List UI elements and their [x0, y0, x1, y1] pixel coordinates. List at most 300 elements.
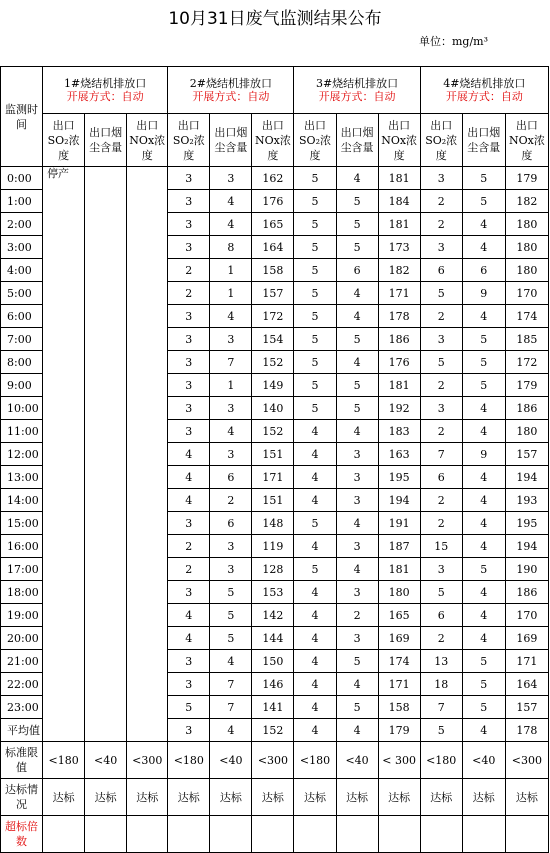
value-cell: [378, 816, 420, 853]
value-cell: 3: [210, 397, 252, 420]
value-cell: 3: [336, 581, 378, 604]
outlet-header-row: [1, 67, 549, 114]
value-cell: [252, 816, 294, 853]
value-cell: 173: [378, 236, 420, 259]
value-cell: 149: [252, 374, 294, 397]
value-cell: 4: [294, 420, 336, 443]
value-cell: 5: [336, 190, 378, 213]
value-cell: 186: [505, 581, 548, 604]
value-cell: <40: [210, 742, 252, 779]
value-cell: 5: [336, 397, 378, 420]
value-cell: 达标: [210, 779, 252, 816]
value-cell: 2: [168, 282, 210, 305]
value-cell: 183: [378, 420, 420, 443]
parameter-header-row: [1, 114, 549, 167]
value-cell: 5: [462, 190, 505, 213]
value-cell: 170: [505, 604, 548, 627]
value-cell: 141: [252, 696, 294, 719]
value-cell: <180: [420, 742, 462, 779]
value-cell: <180: [43, 742, 85, 779]
value-cell: 5: [462, 673, 505, 696]
value-cell: 6: [420, 466, 462, 489]
value-cell: 4: [294, 696, 336, 719]
value-cell: 169: [378, 627, 420, 650]
value-cell: <300: [252, 742, 294, 779]
value-cell: 13: [420, 650, 462, 673]
value-cell: 171: [378, 673, 420, 696]
value-cell: <300: [127, 742, 168, 779]
value-cell: 162: [252, 167, 294, 190]
value-cell: 191: [378, 512, 420, 535]
value-cell: 达标: [505, 779, 548, 816]
parameter-header: 出口烟尘含量: [85, 114, 127, 167]
value-cell: 178: [505, 719, 548, 742]
value-cell: 6: [210, 466, 252, 489]
value-cell: 1: [210, 259, 252, 282]
value-cell: 15: [420, 535, 462, 558]
value-cell: [210, 816, 252, 853]
time-cell: 14:00: [1, 489, 43, 512]
time-cell: 9:00: [1, 374, 43, 397]
value-cell: 4: [462, 466, 505, 489]
value-cell: 5: [336, 650, 378, 673]
unit-label: 单位：mg/m³: [418, 35, 488, 48]
value-cell: 158: [378, 696, 420, 719]
outlet-header-1: 1#烧结机排放口 开展方式：自动: [43, 67, 168, 114]
value-cell: 3: [168, 581, 210, 604]
value-cell: 5: [294, 374, 336, 397]
value-cell: 3: [210, 558, 252, 581]
value-cell: 157: [505, 443, 548, 466]
value-cell: 4: [336, 167, 378, 190]
value-cell: <40: [336, 742, 378, 779]
value-cell: 9: [462, 282, 505, 305]
value-cell: 4: [462, 213, 505, 236]
value-cell: 4: [462, 604, 505, 627]
value-cell: 4: [210, 305, 252, 328]
value-cell: 4: [210, 213, 252, 236]
value-cell: 3: [210, 443, 252, 466]
value-cell: 达标: [85, 779, 127, 816]
parameter-header: 出口NOx浓度: [252, 114, 294, 167]
value-cell: 3: [210, 167, 252, 190]
time-cell: 18:00: [1, 581, 43, 604]
value-cell: 152: [252, 351, 294, 374]
value-cell: 158: [252, 259, 294, 282]
value-cell: 182: [378, 259, 420, 282]
parameter-header: 出口烟尘含量: [462, 114, 505, 167]
value-cell: 5: [420, 351, 462, 374]
value-cell: 3: [420, 328, 462, 351]
value-cell: 3: [168, 328, 210, 351]
value-cell: 达标: [127, 779, 168, 816]
time-cell: 20:00: [1, 627, 43, 650]
value-cell: 达标: [462, 779, 505, 816]
value-cell: 4: [462, 627, 505, 650]
value-cell: 5: [462, 558, 505, 581]
value-cell: 达标: [168, 779, 210, 816]
time-cell: 4:00: [1, 259, 43, 282]
value-cell: 2: [336, 604, 378, 627]
value-cell: 164: [505, 673, 548, 696]
value-cell: [505, 816, 548, 853]
value-cell: 181: [378, 167, 420, 190]
value-cell: 172: [252, 305, 294, 328]
value-cell: 5: [294, 259, 336, 282]
value-cell: <40: [462, 742, 505, 779]
value-cell: 195: [378, 466, 420, 489]
value-cell: 5: [336, 374, 378, 397]
value-cell: 3: [336, 443, 378, 466]
time-column-header: 监测时间: [1, 67, 43, 167]
value-cell: 达标: [294, 779, 336, 816]
value-cell: 185: [505, 328, 548, 351]
value-cell: [168, 816, 210, 853]
value-cell: 5: [294, 236, 336, 259]
value-cell: 178: [378, 305, 420, 328]
value-cell: 4: [336, 351, 378, 374]
value-cell: 157: [505, 696, 548, 719]
value-cell: 4: [294, 535, 336, 558]
value-cell: < 300: [378, 742, 420, 779]
page-title: 10月31日废气监测结果公布: [168, 9, 382, 29]
value-cell: 8: [210, 236, 252, 259]
value-cell: 163: [378, 443, 420, 466]
value-cell: 180: [505, 213, 548, 236]
value-cell: 4: [462, 420, 505, 443]
value-cell: 157: [252, 282, 294, 305]
value-cell: 7: [210, 673, 252, 696]
value-cell: 6: [420, 604, 462, 627]
value-cell: 2: [168, 558, 210, 581]
compliance-row: [1, 779, 549, 816]
value-cell: 180: [505, 236, 548, 259]
value-cell: 180: [505, 420, 548, 443]
value-cell: 174: [378, 650, 420, 673]
value-cell: 3: [168, 719, 210, 742]
value-cell: 4: [294, 604, 336, 627]
value-cell: 2: [420, 190, 462, 213]
value-cell: 174: [505, 305, 548, 328]
value-cell: 5: [420, 282, 462, 305]
time-cell: 6:00: [1, 305, 43, 328]
value-cell: 3: [168, 351, 210, 374]
value-cell: 179: [505, 167, 548, 190]
value-cell: 3: [420, 236, 462, 259]
value-cell: 2: [420, 627, 462, 650]
emission-table: [0, 66, 549, 853]
value-cell: [462, 816, 505, 853]
value-cell: 3: [420, 397, 462, 420]
row-label: 超标倍数: [1, 816, 43, 853]
value-cell: 4: [294, 489, 336, 512]
value-cell: 5: [294, 328, 336, 351]
parameter-header: 出口SO₂浓度: [294, 114, 336, 167]
value-cell: 4: [210, 650, 252, 673]
time-cell: 10:00: [1, 397, 43, 420]
time-cell: 15:00: [1, 512, 43, 535]
value-cell: <180: [294, 742, 336, 779]
value-cell: 3: [336, 535, 378, 558]
value-cell: 5: [210, 604, 252, 627]
value-cell: [336, 816, 378, 853]
value-cell: 18: [420, 673, 462, 696]
value-cell: 5: [336, 213, 378, 236]
value-cell: 5: [294, 167, 336, 190]
value-cell: 119: [252, 535, 294, 558]
value-cell: 164: [252, 236, 294, 259]
value-cell: 181: [378, 374, 420, 397]
value-cell: [294, 816, 336, 853]
value-cell: 5: [336, 328, 378, 351]
value-cell: 9: [462, 443, 505, 466]
value-cell: 4: [168, 489, 210, 512]
time-cell: 1:00: [1, 190, 43, 213]
value-cell: 182: [505, 190, 548, 213]
value-cell: 4: [462, 535, 505, 558]
value-cell: 2: [420, 512, 462, 535]
value-cell: 3: [168, 190, 210, 213]
outlet-header-2: 2#烧结机排放口 开展方式：自动: [168, 67, 294, 114]
value-cell: 3: [168, 512, 210, 535]
value-cell: 达标: [378, 779, 420, 816]
value-cell: 5: [294, 190, 336, 213]
value-cell: 5: [462, 696, 505, 719]
value-cell: 180: [505, 259, 548, 282]
value-cell: 2: [420, 305, 462, 328]
value-cell: 5: [462, 328, 505, 351]
value-cell: 179: [378, 719, 420, 742]
parameter-header: 出口烟尘含量: [210, 114, 252, 167]
standard-limit-row: [1, 742, 549, 779]
value-cell: 3: [168, 167, 210, 190]
value-cell: 194: [505, 466, 548, 489]
value-cell: 4: [168, 466, 210, 489]
value-cell: 7: [420, 696, 462, 719]
value-cell: 2: [210, 489, 252, 512]
value-cell: 3: [168, 374, 210, 397]
value-cell: 5: [462, 167, 505, 190]
value-cell: 2: [420, 213, 462, 236]
value-cell: 151: [252, 489, 294, 512]
value-cell: 5: [168, 696, 210, 719]
value-cell: 176: [378, 351, 420, 374]
time-cell: 平均值: [1, 719, 43, 742]
value-cell: 150: [252, 650, 294, 673]
value-cell: [127, 816, 168, 853]
time-cell: 11:00: [1, 420, 43, 443]
time-cell: 23:00: [1, 696, 43, 719]
value-cell: 190: [505, 558, 548, 581]
value-cell: 5: [462, 650, 505, 673]
value-cell: 165: [252, 213, 294, 236]
value-cell: 3: [168, 236, 210, 259]
value-cell: <300: [505, 742, 548, 779]
value-cell: 3: [168, 420, 210, 443]
value-cell: 140: [252, 397, 294, 420]
value-cell: [43, 816, 85, 853]
value-cell: 3: [168, 397, 210, 420]
value-cell: 4: [336, 282, 378, 305]
value-cell: 5: [294, 282, 336, 305]
time-cell: 7:00: [1, 328, 43, 351]
parameter-header: 出口NOx浓度: [378, 114, 420, 167]
time-cell: 3:00: [1, 236, 43, 259]
value-cell: 4: [336, 673, 378, 696]
parameter-header: 出口SO₂浓度: [43, 114, 85, 167]
value-cell: 4: [210, 719, 252, 742]
value-cell: 171: [378, 282, 420, 305]
value-cell: 151: [252, 443, 294, 466]
value-cell: 5: [420, 719, 462, 742]
value-cell: 5: [294, 351, 336, 374]
value-cell: [85, 167, 127, 742]
value-cell: 4: [336, 420, 378, 443]
value-cell: 1: [210, 374, 252, 397]
value-cell: 4: [210, 190, 252, 213]
time-cell: 16:00: [1, 535, 43, 558]
value-cell: 181: [378, 558, 420, 581]
value-cell: 186: [378, 328, 420, 351]
value-cell: 171: [252, 466, 294, 489]
value-cell: 148: [252, 512, 294, 535]
value-cell: 180: [378, 581, 420, 604]
value-cell: 5: [420, 581, 462, 604]
value-cell: 3: [420, 558, 462, 581]
outlet-header-3: 3#烧结机排放口 开展方式：自动: [294, 67, 420, 114]
value-cell: 1: [210, 282, 252, 305]
value-cell: 172: [505, 351, 548, 374]
value-cell: 176: [252, 190, 294, 213]
parameter-header: 出口NOx浓度: [505, 114, 548, 167]
time-cell: 8:00: [1, 351, 43, 374]
value-cell: 4: [462, 512, 505, 535]
time-cell: 2:00: [1, 213, 43, 236]
value-cell: 4: [168, 443, 210, 466]
value-cell: 4: [294, 650, 336, 673]
value-cell: 5: [462, 351, 505, 374]
outlet-header-4: 4#烧结机排放口 开展方式：自动: [420, 67, 548, 114]
value-cell: 2: [168, 259, 210, 282]
value-cell: 187: [378, 535, 420, 558]
value-cell: [127, 167, 168, 742]
value-cell: 6: [210, 512, 252, 535]
time-cell: 19:00: [1, 604, 43, 627]
value-cell: 4: [462, 397, 505, 420]
value-cell: 6: [420, 259, 462, 282]
value-cell: 193: [505, 489, 548, 512]
value-cell: 3: [168, 213, 210, 236]
value-cell: 7: [210, 351, 252, 374]
value-cell: 达标: [43, 779, 85, 816]
parameter-header: 出口烟尘含量: [336, 114, 378, 167]
row-label: 标准限值: [1, 742, 43, 779]
value-cell: 4: [168, 627, 210, 650]
value-cell: 144: [252, 627, 294, 650]
parameter-header: 出口NOx浓度: [127, 114, 168, 167]
value-cell: 5: [294, 213, 336, 236]
value-cell: 4: [336, 558, 378, 581]
row-label: 达标情况: [1, 779, 43, 816]
value-cell: 5: [336, 236, 378, 259]
exceed-ratio-row: [1, 816, 549, 853]
value-cell: 170: [505, 282, 548, 305]
value-cell: 152: [252, 719, 294, 742]
value-cell: 6: [336, 259, 378, 282]
value-cell: 5: [294, 397, 336, 420]
value-cell: 192: [378, 397, 420, 420]
value-cell: 179: [505, 374, 548, 397]
value-cell: 5: [210, 627, 252, 650]
value-cell: 4: [462, 305, 505, 328]
parameter-header: 出口SO₂浓度: [420, 114, 462, 167]
value-cell: 153: [252, 581, 294, 604]
value-cell: 3: [210, 328, 252, 351]
value-cell: 5: [294, 558, 336, 581]
value-cell: 4: [462, 581, 505, 604]
value-cell: 4: [294, 443, 336, 466]
value-cell: 169: [505, 627, 548, 650]
value-cell: 3: [168, 673, 210, 696]
time-cell: 21:00: [1, 650, 43, 673]
value-cell: 达标: [420, 779, 462, 816]
value-cell: 5: [294, 512, 336, 535]
time-cell: 12:00: [1, 443, 43, 466]
value-cell: 142: [252, 604, 294, 627]
value-cell: 5: [336, 696, 378, 719]
value-cell: <40: [85, 742, 127, 779]
value-cell: 195: [505, 512, 548, 535]
parameter-header: 出口SO₂浓度: [168, 114, 210, 167]
value-cell: 146: [252, 673, 294, 696]
value-cell: 128: [252, 558, 294, 581]
value-cell: 达标: [252, 779, 294, 816]
value-cell: <180: [168, 742, 210, 779]
value-cell: 3: [168, 650, 210, 673]
time-cell: 5:00: [1, 282, 43, 305]
value-cell: 2: [168, 535, 210, 558]
value-cell: 5: [462, 374, 505, 397]
value-cell: 4: [294, 466, 336, 489]
value-cell: 2: [420, 489, 462, 512]
value-cell: 6: [462, 259, 505, 282]
value-cell: 4: [462, 719, 505, 742]
value-cell: 154: [252, 328, 294, 351]
value-cell: 194: [378, 489, 420, 512]
time-cell: 17:00: [1, 558, 43, 581]
value-cell: 4: [336, 719, 378, 742]
value-cell: 186: [505, 397, 548, 420]
value-cell: 4: [294, 627, 336, 650]
value-cell: 2: [420, 374, 462, 397]
table-row: [1, 167, 549, 190]
value-cell: [85, 816, 127, 853]
value-cell: [420, 816, 462, 853]
time-cell: 22:00: [1, 673, 43, 696]
value-cell: 4: [210, 420, 252, 443]
time-cell: 13:00: [1, 466, 43, 489]
value-cell: 3: [336, 466, 378, 489]
time-cell: 0:00: [1, 167, 43, 190]
value-cell: 171: [505, 650, 548, 673]
value-cell: 4: [168, 604, 210, 627]
value-cell: 4: [462, 236, 505, 259]
value-cell: 4: [336, 512, 378, 535]
value-cell: 3: [336, 489, 378, 512]
value-cell: 4: [294, 673, 336, 696]
value-cell: 4: [336, 305, 378, 328]
value-cell: 3: [420, 167, 462, 190]
